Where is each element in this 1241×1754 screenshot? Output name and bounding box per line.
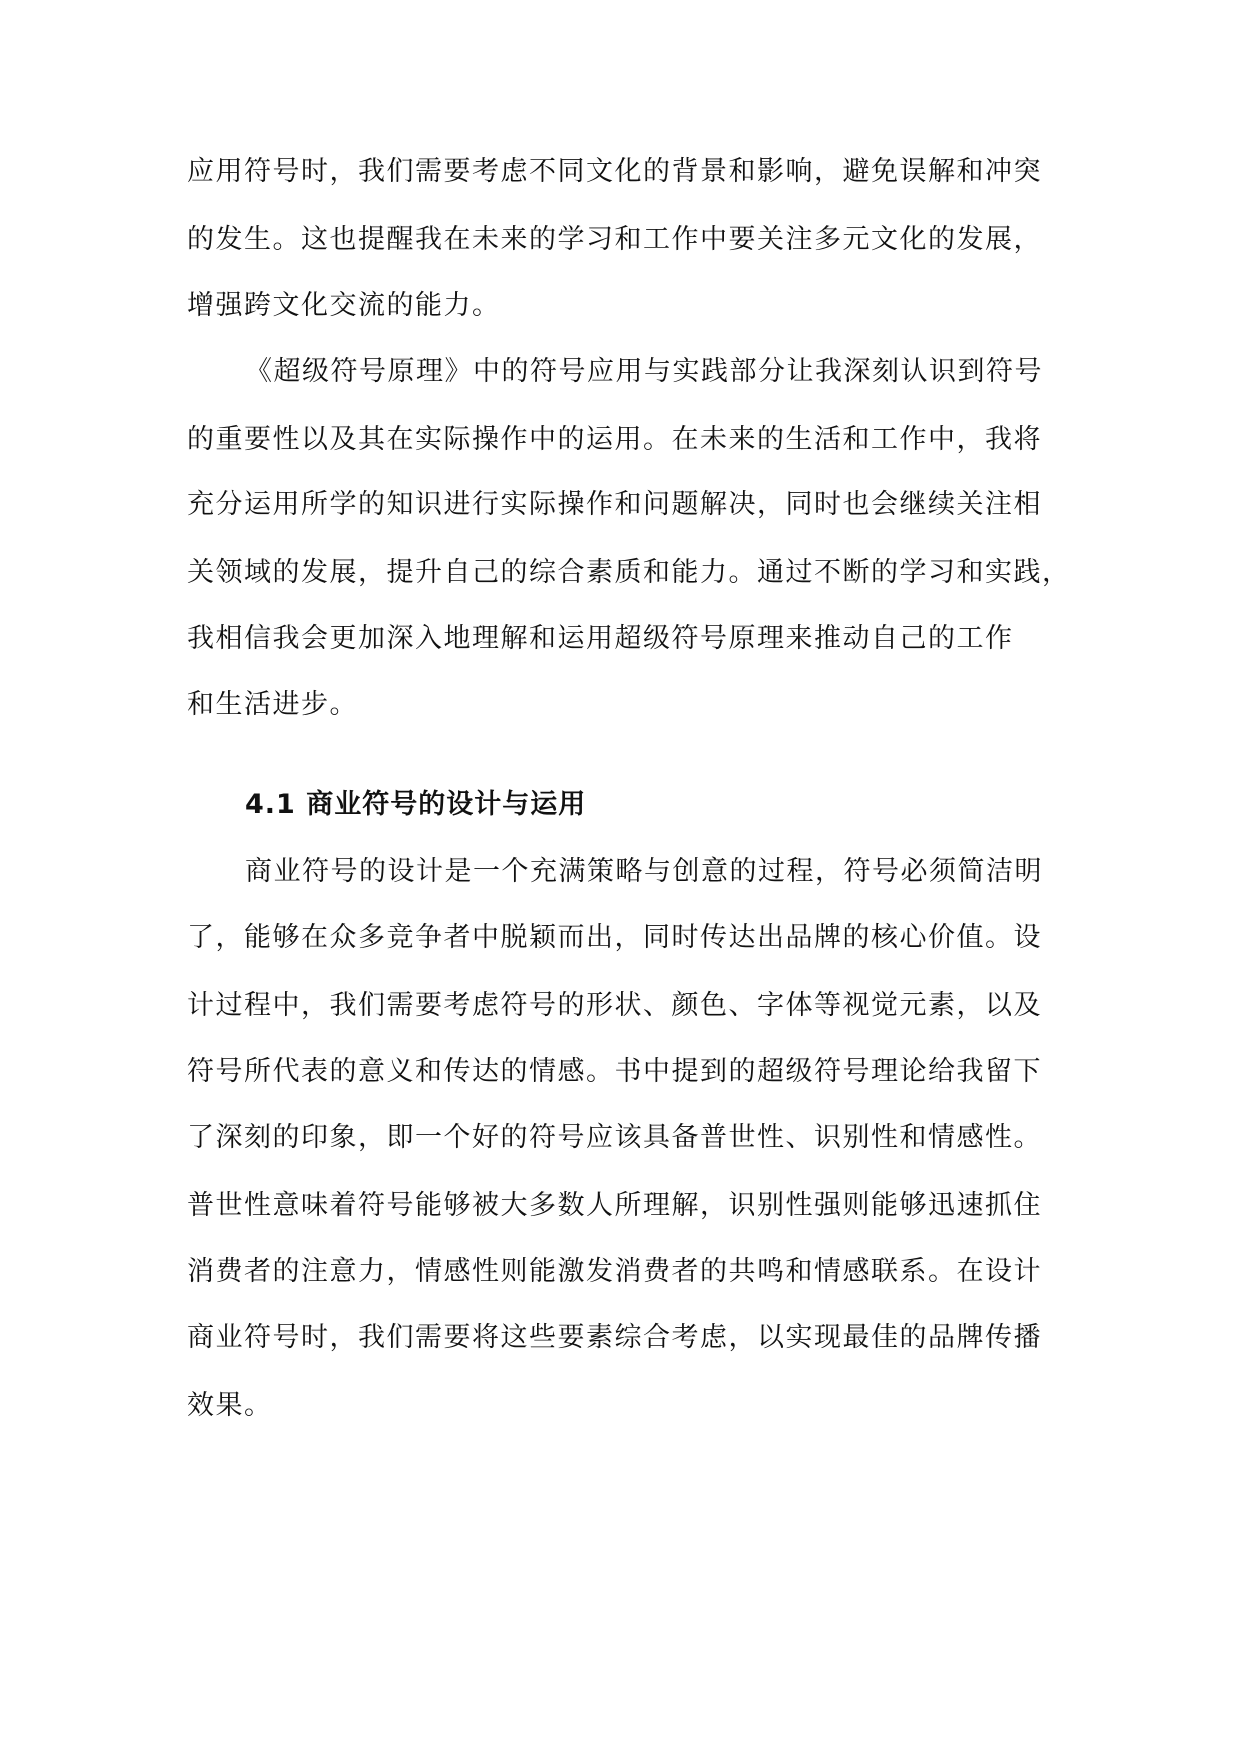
- paragraph-line: 消费者的注意力，情感性则能激发消费者的共鸣和情感联系。在设计: [187, 1256, 1042, 1287]
- section-heading: 4.1 商业符号的设计与运用: [245, 789, 587, 820]
- paragraph-line: 关领域的发展，提升自己的综合素质和能力。通过不断的学习和实践，: [187, 557, 1071, 588]
- paragraph-line: 普世性意味着符号能够被大多数人所理解，识别性强则能够迅速抓住: [187, 1190, 1042, 1221]
- paragraph-line: 我相信我会更加深入地理解和运用超级符号原理来推动自己的工作: [187, 623, 1014, 654]
- paragraph-line: 效果。: [187, 1390, 273, 1421]
- paragraph-line: 商业符号的设计是一个充满策略与创意的过程，符号必须简洁明: [245, 856, 1043, 887]
- paragraph-line: 充分运用所学的知识进行实际操作和问题解决，同时也会继续关注相: [187, 489, 1042, 520]
- paragraph-line: 商业符号时，我们需要将这些要素综合考虑，以实现最佳的品牌传播: [187, 1322, 1042, 1353]
- paragraph-line: 符号所代表的意义和传达的情感。书中提到的超级符号理论给我留下: [187, 1056, 1042, 1087]
- paragraph-line: 和生活进步。: [187, 689, 358, 720]
- paragraph-line: 增强跨文化交流的能力。: [187, 290, 501, 321]
- paragraph-line: 的发生。这也提醒我在未来的学习和工作中要关注多元文化的发展，: [187, 224, 1042, 255]
- paragraph-line: 了深刻的印象，即一个好的符号应该具备普世性、识别性和情感性。: [187, 1122, 1042, 1153]
- paragraph-line: 《超级符号原理》中的符号应用与实践部分让我深刻认识到符号: [245, 356, 1043, 387]
- paragraph-line: 的重要性以及其在实际操作中的运用。在未来的生活和工作中，我将: [187, 424, 1042, 455]
- paragraph-line: 了，能够在众多竞争者中脱颖而出，同时传达出品牌的核心价值。设: [187, 922, 1042, 953]
- paragraph-line: 应用符号时，我们需要考虑不同文化的背景和影响，避免误解和冲突: [187, 156, 1042, 187]
- paragraph-line: 计过程中，我们需要考虑符号的形状、颜色、字体等视觉元素，以及: [187, 990, 1042, 1021]
